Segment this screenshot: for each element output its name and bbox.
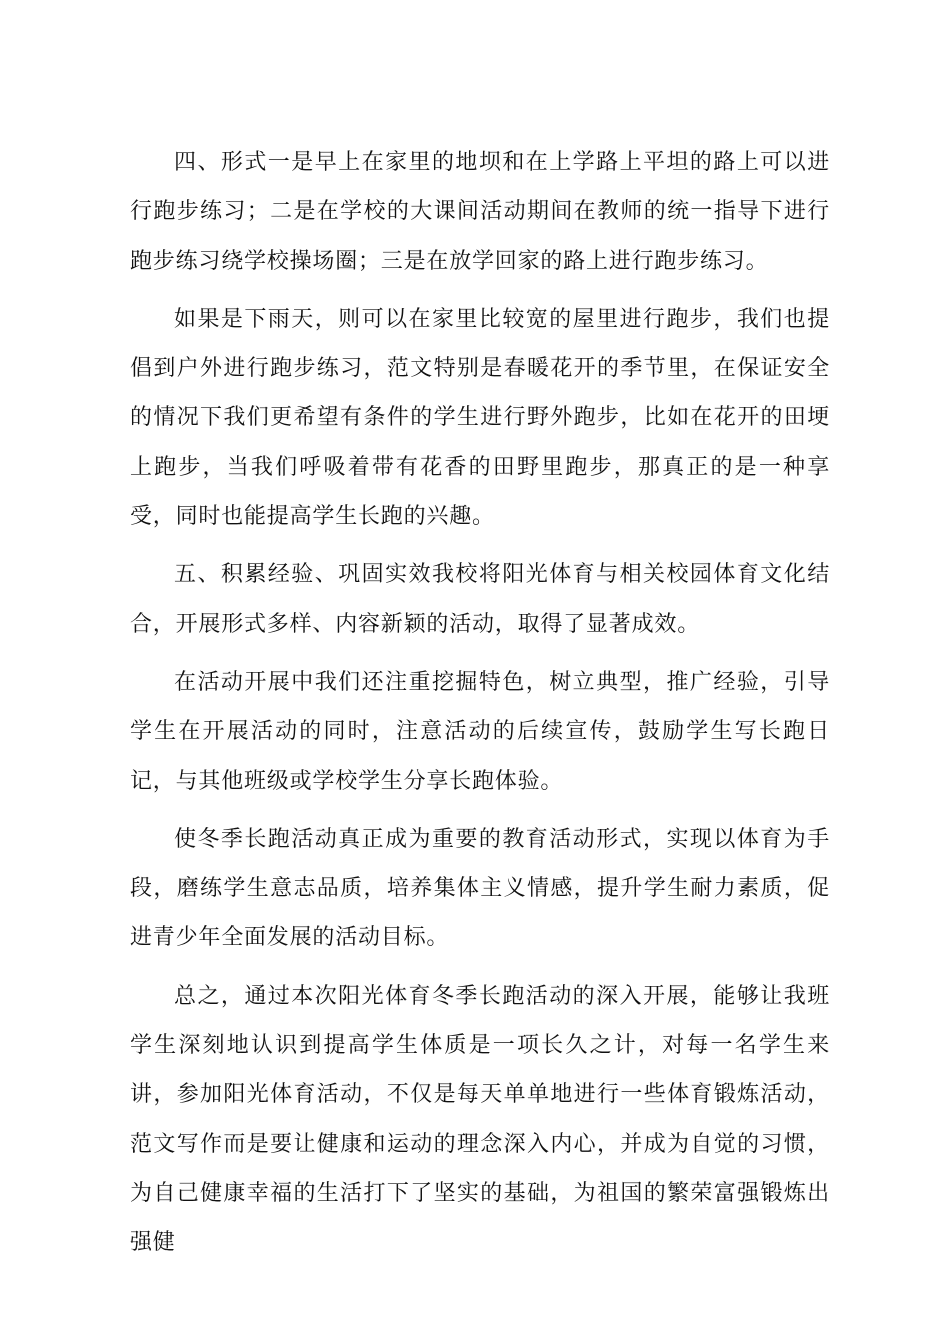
document-body: [130, 138, 830, 1277]
paragraph-experience-section: 五、积累经验、巩固实效我校将阳光体育与相关校园体育文化结合，开展形式多样、内容新颖的活动，取得了显著成效。: [130, 562, 830, 637]
paragraph-activity-features: 在活动开展中我们还注重挖掘特色，树立典型，推广经验，引导学生在开展活动的同时，注意活动的后续宣传，鼓励学生写长跑日记，与其他班级或学校学生分享长跑体验。: [130, 669, 830, 794]
paragraph-form-section: 四、形式一是早上在家里的地坝和在上学路上平坦的路上可以进行跑步练习；二是在学校的大课间活动期间在教师的统一指导下进行跑步练习绕学校操场圈；三是在放学回家的路上进行跑步练习。: [130, 150, 830, 274]
paragraph-rainy-day: 如果是下雨天，则可以在家里比较宽的屋里进行跑步，我们也提倡到户外进行跑步练习，范文特别是春暖花开的季节里，在保证安全的情况下我们更希望有条件的学生进行野外跑步，比如在花开的田埂上跑步，当我们呼吸着带有花香的田野里跑步，那真正的是一种享受，同时也能提高学生长跑的兴趣。: [130, 306, 830, 530]
paragraph-activity-goals: 使冬季长跑活动真正成为重要的教育活动形式，实现以体育为手段，磨练学生意志品质，培养集体主义情感，提升学生耐力素质，促进青少年全面发展的活动目标。: [130, 826, 830, 951]
paragraph-conclusion: 总之，通过本次阳光体育冬季长跑活动的深入开展，能够让我班学生深刻地认识到提高学生体质是一项长久之计，对每一名学生来讲，参加阳光体育活动，不仅是每天单单地进行一些体育锻炼活动，范文写作而是要让健康和运动的理念深入内心，并成为自觉的习惯，为自己健康幸福的生活打下了坚实的基础，为祖国的繁荣富强锻炼出强健: [130, 983, 830, 1256]
